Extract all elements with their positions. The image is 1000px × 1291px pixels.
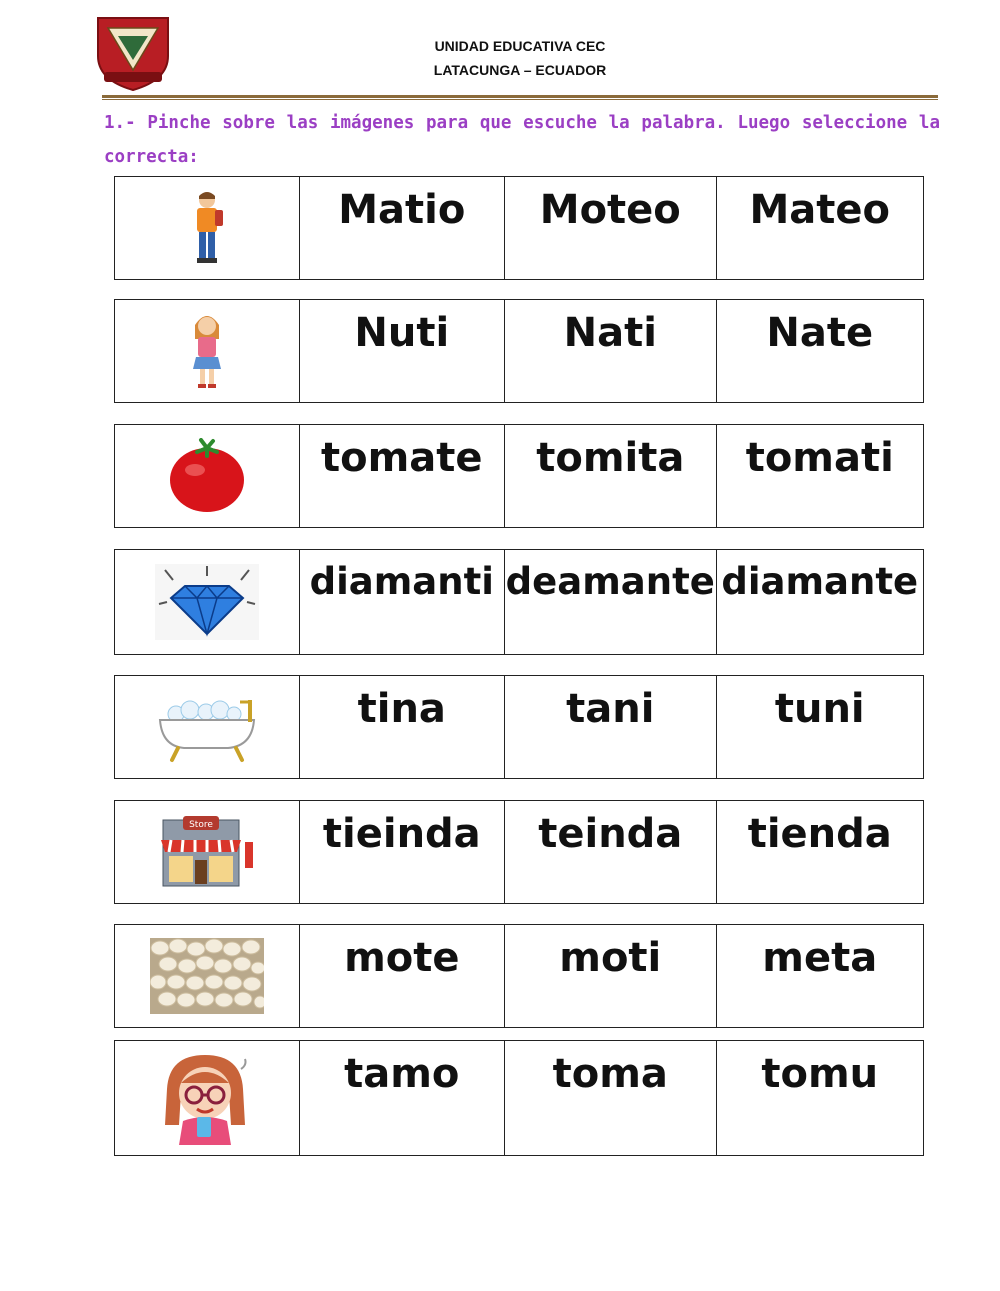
exercise-row (114, 1040, 924, 1156)
image-cell[interactable] (115, 676, 300, 778)
option-2[interactable]: Nati (505, 300, 716, 402)
girl-drinking-icon[interactable] (157, 1049, 257, 1147)
option-2[interactable]: tani (505, 676, 716, 778)
bathtub-icon[interactable] (154, 690, 260, 764)
option-3[interactable]: Mateo (749, 187, 891, 233)
option-2[interactable]: moti (505, 925, 716, 1027)
option-3[interactable]: tomati (745, 435, 894, 481)
option-3[interactable]: meta (762, 935, 878, 981)
option-3[interactable]: diamante (721, 560, 919, 603)
header-divider-thin (102, 99, 938, 100)
svg-text:Store: Store (188, 820, 213, 830)
option-1[interactable]: tamo (300, 1041, 505, 1155)
option-1[interactable]: tina (300, 676, 505, 778)
option-1[interactable]: Nuti (300, 300, 505, 402)
option-2[interactable]: toma (505, 1041, 716, 1155)
header-divider (102, 95, 938, 98)
exercise-row (114, 424, 924, 528)
option-2[interactable]: tomita (505, 425, 716, 527)
tomato-icon[interactable] (167, 438, 247, 514)
exercise-row (114, 176, 924, 280)
school-city: LATACUNGA – ECUADOR (433, 62, 607, 78)
option-1[interactable]: tieinda (300, 801, 505, 903)
option-1[interactable]: mote (300, 925, 505, 1027)
exercise-row (114, 800, 924, 904)
exercise-row (114, 675, 924, 779)
image-cell[interactable] (115, 925, 300, 1027)
exercise-row (114, 924, 924, 1028)
image-cell[interactable] (115, 300, 300, 402)
girl-icon[interactable] (187, 311, 227, 391)
option-2[interactable]: Moteo (505, 177, 716, 279)
school-crest-logo (92, 10, 174, 92)
diamond-icon[interactable] (155, 564, 259, 640)
image-cell[interactable] (115, 550, 300, 654)
exercise-row (114, 549, 924, 655)
option-3[interactable]: tuni (774, 686, 865, 732)
option-2[interactable]: deamante (505, 550, 716, 654)
store-icon[interactable] (157, 814, 257, 890)
exercise-row (114, 299, 924, 403)
image-cell[interactable] (115, 425, 300, 527)
school-name: UNIDAD EDUCATIVA CEC (434, 38, 606, 54)
mote-corn-icon[interactable] (150, 938, 264, 1014)
option-1[interactable]: tomate (300, 425, 505, 527)
option-1[interactable]: diamanti (300, 550, 505, 654)
option-1[interactable]: Matio (300, 177, 505, 279)
image-cell[interactable] (115, 177, 300, 279)
image-cell[interactable] (115, 1041, 300, 1155)
instruction-text: 1.- Pinche sobre las imágenes para que escuche la palabra. Luego seleccione la correcta: (104, 113, 940, 167)
image-cell[interactable] (115, 801, 300, 903)
option-2[interactable]: teinda (505, 801, 716, 903)
option-3[interactable]: Nate (766, 310, 874, 356)
option-3[interactable]: tienda (747, 811, 892, 857)
boy-icon[interactable] (187, 189, 227, 267)
option-3[interactable]: tomu (761, 1051, 879, 1097)
